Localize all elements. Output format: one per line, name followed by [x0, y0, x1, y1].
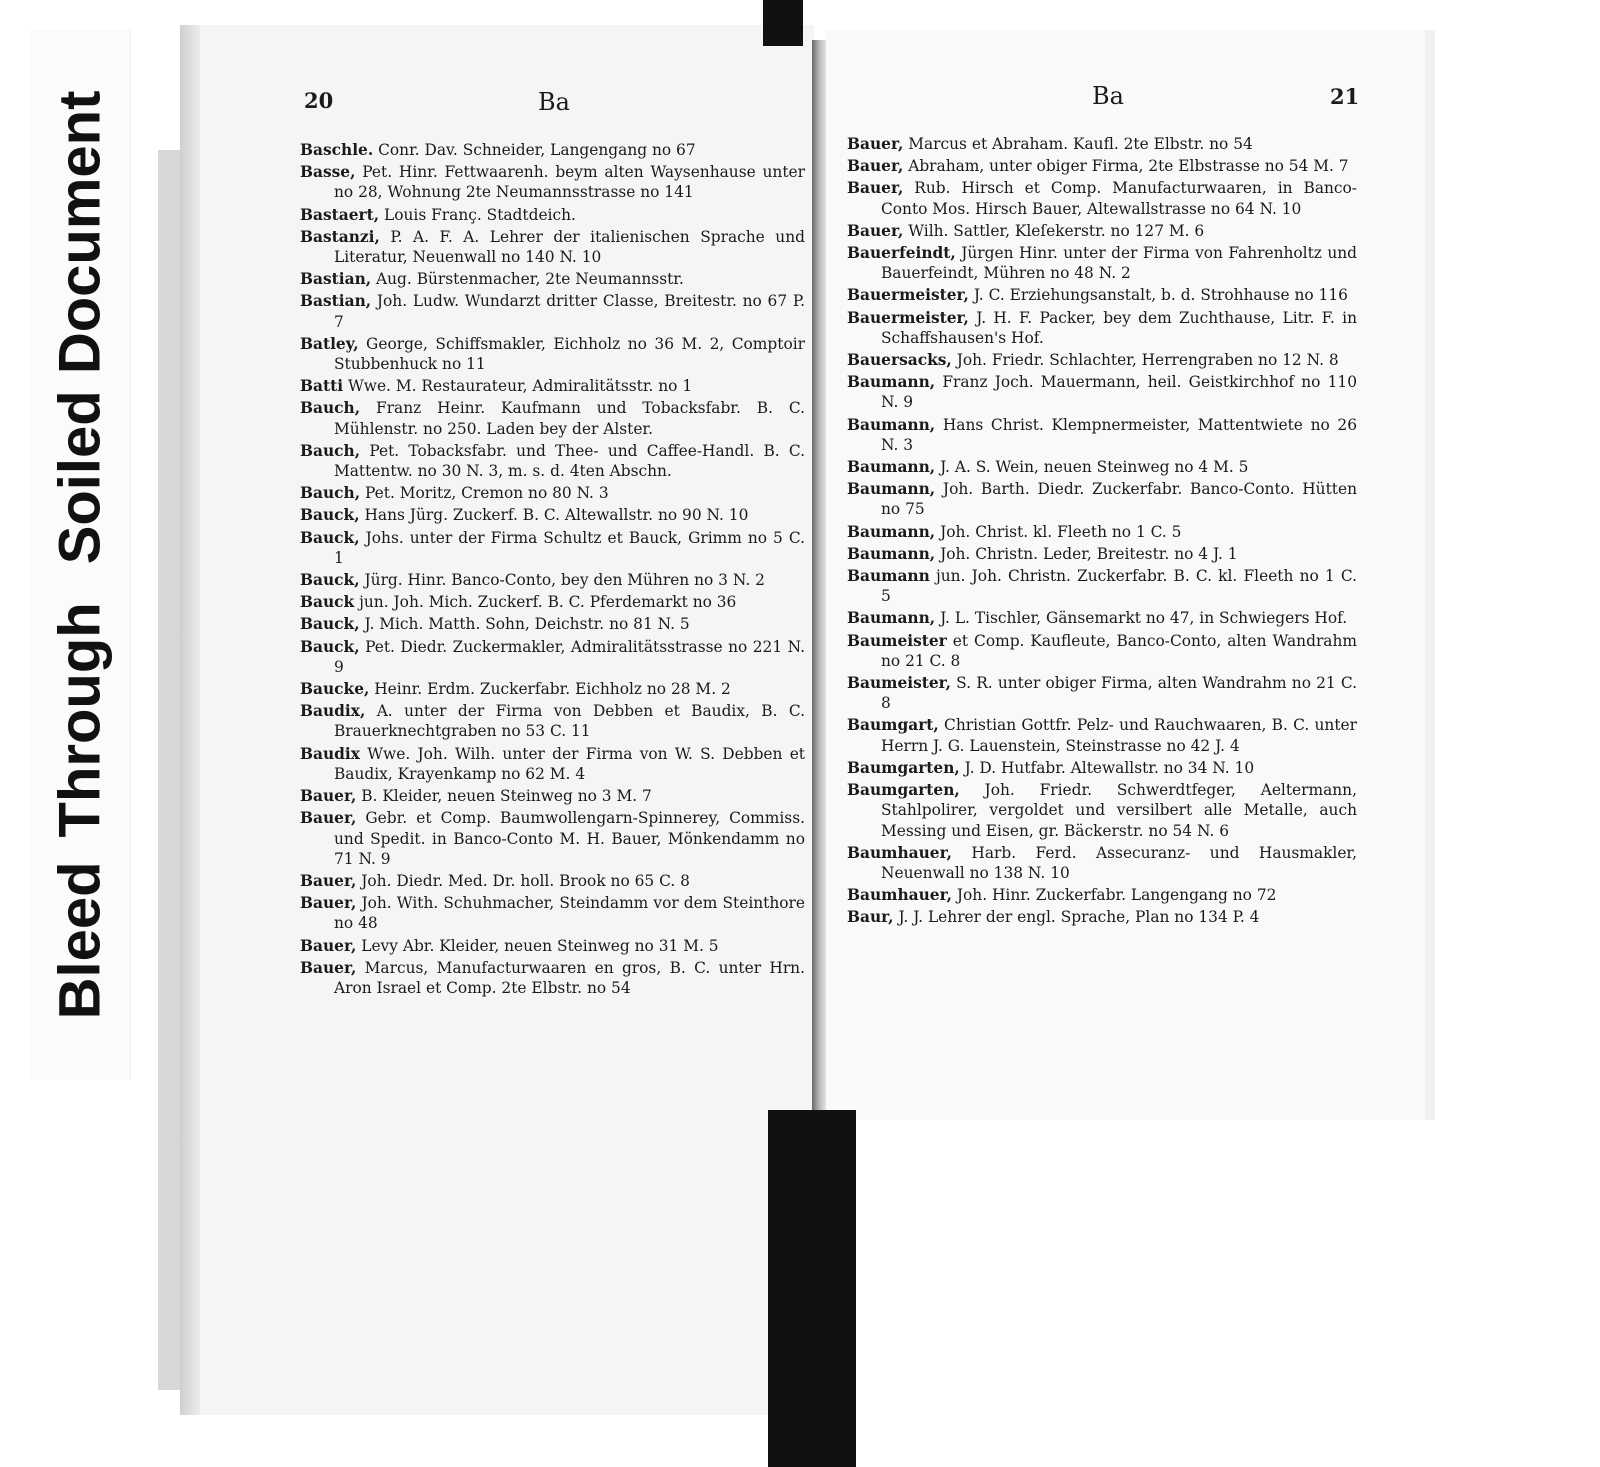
entry-name: Bastian,	[300, 270, 372, 289]
entry-name: Bauermeister,	[847, 286, 969, 305]
entry-details: Pet. Moritz, Cremon no 80 N. 3	[365, 484, 609, 503]
entry-details: Abraham, unter obiger Firma, 2te Elbstrasse no 54 M. 7	[908, 157, 1349, 176]
directory-entry	[300, 637, 805, 677]
entry-name: Bauch,	[300, 441, 361, 460]
left-page-edge	[180, 25, 200, 1415]
directory-entry	[300, 376, 805, 396]
entry-name: Baumhauer,	[847, 886, 952, 905]
directory-entry	[847, 544, 1357, 564]
directory-entry	[847, 134, 1357, 154]
directory-entry	[847, 178, 1357, 218]
entry-details: Franz Heinr. Kaufmann und Tobacksfabr. B. C. Mühlenstr. no 250. Laden bey der Alster.	[334, 399, 805, 438]
directory-entry	[847, 758, 1357, 778]
entry-name: Baur,	[847, 908, 894, 927]
right-section-heading: Ba	[1092, 82, 1124, 110]
entry-name: Baumann,	[847, 458, 936, 477]
directory-entry	[847, 715, 1357, 755]
entry-details: Wwe. Joh. Wilh. unter der Firma von W. S. Debben et Baudix, Krayenkamp no 62 M. 4	[334, 744, 805, 783]
entry-name: Baumann	[847, 567, 930, 586]
entry-details: Joh. Hinr. Zuckerfabr. Langengang no 72	[956, 886, 1277, 905]
directory-entry	[847, 156, 1357, 176]
entry-name: Batley,	[300, 334, 359, 353]
entry-details: Louis Franç. Stadtdeich.	[384, 205, 576, 224]
entry-details: Johs. unter der Firma Schultz et Bauck, Grimm no 5 C. 1	[334, 528, 805, 567]
label-word-bleed: Bleed	[47, 861, 113, 1020]
entry-details: Gebr. et Comp. Baumwollengarn-Spinnerey, Commiss. und Spedit. in Banco-Conto M. H. Bauer, Mönkendamm no 71 N. 9	[334, 809, 805, 868]
entry-details: J. A. S. Wein, neuen Steinweg no 4 M. 5	[940, 458, 1249, 477]
left-section-heading: Ba	[538, 88, 570, 116]
directory-entry	[847, 457, 1357, 477]
entry-name: Bauck,	[300, 615, 360, 634]
entry-name: Bastanzi,	[300, 227, 380, 246]
entry-name: Baumann,	[847, 609, 936, 628]
entry-details: Aug. Bürstenmacher, 2te Neumannsstr.	[376, 270, 684, 289]
entry-name: Bauck,	[300, 637, 360, 656]
directory-entry	[847, 522, 1357, 542]
entry-details: et Comp. Kaufleute, Banco-Conto, alten Wandrahm no 21 C. 8	[881, 631, 1357, 670]
entry-name: Baumhauer,	[847, 843, 952, 862]
directory-entry	[847, 285, 1357, 305]
directory-entry	[300, 269, 805, 289]
entry-details: Franz Joch. Mauermann, heil. Geistkirchhof no 110 N. 9	[881, 373, 1357, 412]
entry-details: Levy Abr. Kleider, neuen Steinweg no 31 M. 5	[361, 936, 719, 955]
directory-entry	[847, 631, 1357, 671]
entry-name: Baumeister,	[847, 674, 952, 693]
entry-name: Baumann,	[847, 415, 936, 434]
entry-name: Bauck,	[300, 528, 360, 547]
entry-details: J. Mich. Matth. Sohn, Deichstr. no 81 N. 5	[364, 615, 690, 634]
directory-entry	[847, 308, 1357, 348]
entry-name: Bauerfeindt,	[847, 244, 956, 263]
directory-entry	[300, 701, 805, 741]
entry-name: Baudix,	[300, 702, 366, 721]
entry-details: Joh. Christ. kl. Fleeth no 1 C. 5	[940, 522, 1182, 541]
label-word-through: Through	[47, 602, 113, 838]
entry-name: Baumann,	[847, 373, 936, 392]
entry-name: Bauck,	[300, 506, 360, 525]
right-directory-list	[847, 134, 1357, 930]
directory-entry	[300, 528, 805, 568]
entry-name: Bauer,	[300, 809, 357, 828]
entry-details: Marcus et Abraham. Kaufl. 2te Elbstr. no 54	[908, 135, 1253, 153]
entry-details: Conr. Dav. Schneider, Langengang no 67	[378, 141, 696, 159]
bleed-through-label-text	[47, 91, 114, 1020]
directory-entry	[300, 614, 805, 634]
entry-details: J. D. Hutfabr. Altewallstr. no 34 N. 10	[964, 758, 1255, 777]
entry-details: Joh. Barth. Diedr. Zuckerfabr. Banco-Conto. Hütten no 75	[881, 480, 1357, 519]
directory-entry	[847, 907, 1357, 927]
directory-entry	[847, 479, 1357, 519]
right-page-number: 21	[1330, 84, 1360, 109]
entry-details: S. R. unter obiger Firma, alten Wandrahm no 21 C. 8	[881, 674, 1357, 713]
entry-details: J. L. Tischler, Gänsemarkt no 47, in Schwiegers Hof.	[940, 609, 1348, 628]
directory-entry	[300, 205, 805, 225]
entry-name: Baumgart,	[847, 716, 939, 735]
entry-details: jun. Joh. Christn. Zuckerfabr. B. C. kl. Fleeth no 1 C. 5	[881, 567, 1357, 606]
entry-details: B. Kleider, neuen Steinweg no 3 M. 7	[361, 787, 652, 806]
directory-entry	[300, 936, 805, 956]
entry-details: Hans Christ. Klempnermeister, Mattentwiete no 26 N. 3	[881, 415, 1357, 454]
directory-entry	[847, 221, 1357, 241]
entry-name: Baudix	[300, 744, 360, 763]
directory-entry	[300, 334, 805, 374]
directory-entry	[847, 350, 1357, 370]
entry-details: Pet. Hinr. Fettwaarenh. beym alten Waysenhause unter no 28, Wohnung 2te Neumannsstrasse no 141	[334, 163, 805, 202]
book-gutter	[812, 40, 826, 1110]
directory-entry	[300, 441, 805, 481]
entry-details: J. J. Lehrer der engl. Sprache, Plan no 134 P. 4	[898, 908, 1260, 927]
entry-name: Baumeister	[847, 631, 947, 650]
entry-details: Harb. Ferd. Assecuranz- und Hausmakler, Neuenwall no 138 N. 10	[881, 843, 1357, 882]
entry-name: Bauer,	[300, 894, 357, 913]
entry-name: Baumgarten,	[847, 758, 960, 777]
entry-details: Heinr. Erdm. Zuckerfabr. Eichholz no 28 M. 2	[374, 680, 731, 699]
directory-entry	[847, 673, 1357, 713]
directory-entry	[300, 570, 805, 590]
entry-name: Bauck	[300, 593, 355, 612]
directory-entry	[300, 483, 805, 503]
entry-name: Bauch,	[300, 399, 361, 418]
directory-entry	[847, 780, 1357, 841]
entry-name: Bauer,	[300, 958, 357, 977]
entry-name: Bauer,	[300, 936, 357, 955]
directory-entry	[300, 291, 805, 331]
entry-details: Joh. Friedr. Schwerdtfeger, Aeltermann, Stahlpolirer, vergoldet und versilbert alle Metalle, auch Messing und Eisen, gr. Bäckerstr. no 54 N. 6	[881, 781, 1357, 840]
entry-details: Wilh. Sattler, Kleſekerstr. no 127 M. 6	[908, 221, 1205, 240]
entry-name: Bauermeister,	[847, 308, 969, 327]
entry-details: J. H. F. Packer, bey dem Zuchthause, Litr. F. in Schaffshausen's Hof.	[881, 308, 1357, 347]
directory-entry	[300, 505, 805, 525]
entry-name: Bauch,	[300, 484, 361, 503]
directory-entry	[300, 958, 805, 998]
entry-name: Bauer,	[847, 157, 904, 176]
directory-entry	[300, 592, 805, 612]
directory-entry	[300, 162, 805, 202]
entry-name: Baumgarten,	[847, 781, 960, 800]
label-word-soiled-document: Soiled Document	[47, 90, 113, 565]
directory-entry	[847, 243, 1357, 283]
directory-entry	[300, 893, 805, 933]
entry-details: Pet. Diedr. Zuckermakler, Admiralitätsstrasse no 221 N. 9	[334, 637, 805, 676]
entry-details: Jürg. Hinr. Banco-Conto, bey den Mühren no 3 N. 2	[364, 571, 765, 590]
bleed-through-label	[30, 30, 131, 1080]
entry-details: Rub. Hirsch et Comp. Manufacturwaaren, in Banco-Conto Mos. Hirsch Bauer, Altewallstrasse no 64 N. 10	[881, 179, 1357, 218]
directory-entry	[300, 140, 805, 160]
entry-details: Christian Gottfr. Pelz- und Rauchwaaren, B. C. unter Herrn J. G. Lauenstein, Steinstrasse no 42 J. 4	[881, 716, 1357, 755]
entry-details: Hans Jürg. Zuckerf. B. C. Altewallstr. no 90 N. 10	[364, 506, 749, 525]
entry-name: Bastaert,	[300, 205, 380, 224]
binding-strip-top	[763, 0, 803, 46]
entry-name: Basse,	[300, 163, 356, 182]
directory-entry	[847, 566, 1357, 606]
directory-entry	[300, 786, 805, 806]
entry-name: Bauer,	[300, 871, 357, 890]
directory-entry	[300, 808, 805, 869]
directory-entry	[300, 744, 805, 784]
directory-entry	[847, 608, 1357, 628]
directory-entry	[300, 227, 805, 267]
binding-strip-bottom	[768, 1110, 856, 1467]
entry-details: P. A. F. A. Lehrer der italienischen Sprache und Literatur, Neuenwall no 140 N. 10	[334, 227, 805, 267]
entry-name: Bauer,	[300, 787, 357, 806]
entry-details: Joh. Diedr. Med. Dr. holl. Brook no 65 C. 8	[361, 871, 690, 890]
entry-name: Batti	[300, 377, 344, 396]
directory-entry	[300, 398, 805, 438]
entry-details: Joh. Friedr. Schlachter, Herrengraben no 12 N. 8	[956, 351, 1339, 370]
entry-name: Baumann,	[847, 544, 936, 563]
entry-name: Bauersacks,	[847, 351, 952, 370]
directory-entry	[300, 871, 805, 891]
entry-details: J. C. Erziehungsanstalt, b. d. Strohhause no 116	[973, 286, 1348, 305]
entry-details: Pet. Tobacksfabr. und Thee- und Caffee-Handl. B. C. Mattentw. no 30 N. 3, m. s. d. 4ten Abschn.	[334, 441, 805, 481]
entry-details: Jürgen Hinr. unter der Firma von Fahrenholtz und Bauerfeindt, Mühren no 48 N. 2	[881, 244, 1357, 283]
entry-name: Baumann,	[847, 480, 936, 499]
directory-entry	[847, 372, 1357, 412]
entry-details: Marcus, Manufacturwaaren en gros, B. C. unter Hrn. Aron Israel et Comp. 2te Elbstr. no 54	[334, 958, 805, 997]
entry-details: George, Schiffsmakler, Eichholz no 36 M. 2, Comptoir Stubbenhuck no 11	[334, 334, 805, 374]
directory-entry	[300, 679, 805, 699]
directory-entry	[847, 885, 1357, 905]
entry-name: Baucke,	[300, 680, 370, 699]
entry-details: jun. Joh. Mich. Zuckerf. B. C. Pferdemarkt no 36	[359, 593, 737, 612]
entry-name: Bastian,	[300, 292, 372, 311]
entry-details: Joh. Christn. Leder, Breitestr. no 4 J. 1	[940, 544, 1238, 563]
entry-name: Bauer,	[847, 179, 904, 198]
entry-details: A. unter der Firma von Debben et Baudix, B. C. Brauerknechtgraben no 53 C. 11	[334, 702, 805, 741]
entry-details: Joh. With. Schuhmacher, Steindamm vor dem Steinthore no 48	[334, 894, 805, 933]
entry-name: Baumann,	[847, 522, 936, 541]
entry-name: Baschle.	[300, 141, 374, 159]
entry-details: Wwe. M. Restaurateur, Admiralitätsstr. no 1	[347, 377, 693, 396]
entry-name: Bauer,	[847, 135, 904, 153]
entry-details: Joh. Ludw. Wundarzt dritter Classe, Breitestr. no 67 P. 7	[334, 292, 805, 331]
entry-name: Bauck,	[300, 571, 360, 590]
directory-entry	[847, 843, 1357, 883]
left-directory-list	[300, 140, 805, 1000]
directory-entry	[847, 415, 1357, 455]
left-page-number: 20	[304, 88, 334, 113]
entry-name: Bauer,	[847, 221, 904, 240]
